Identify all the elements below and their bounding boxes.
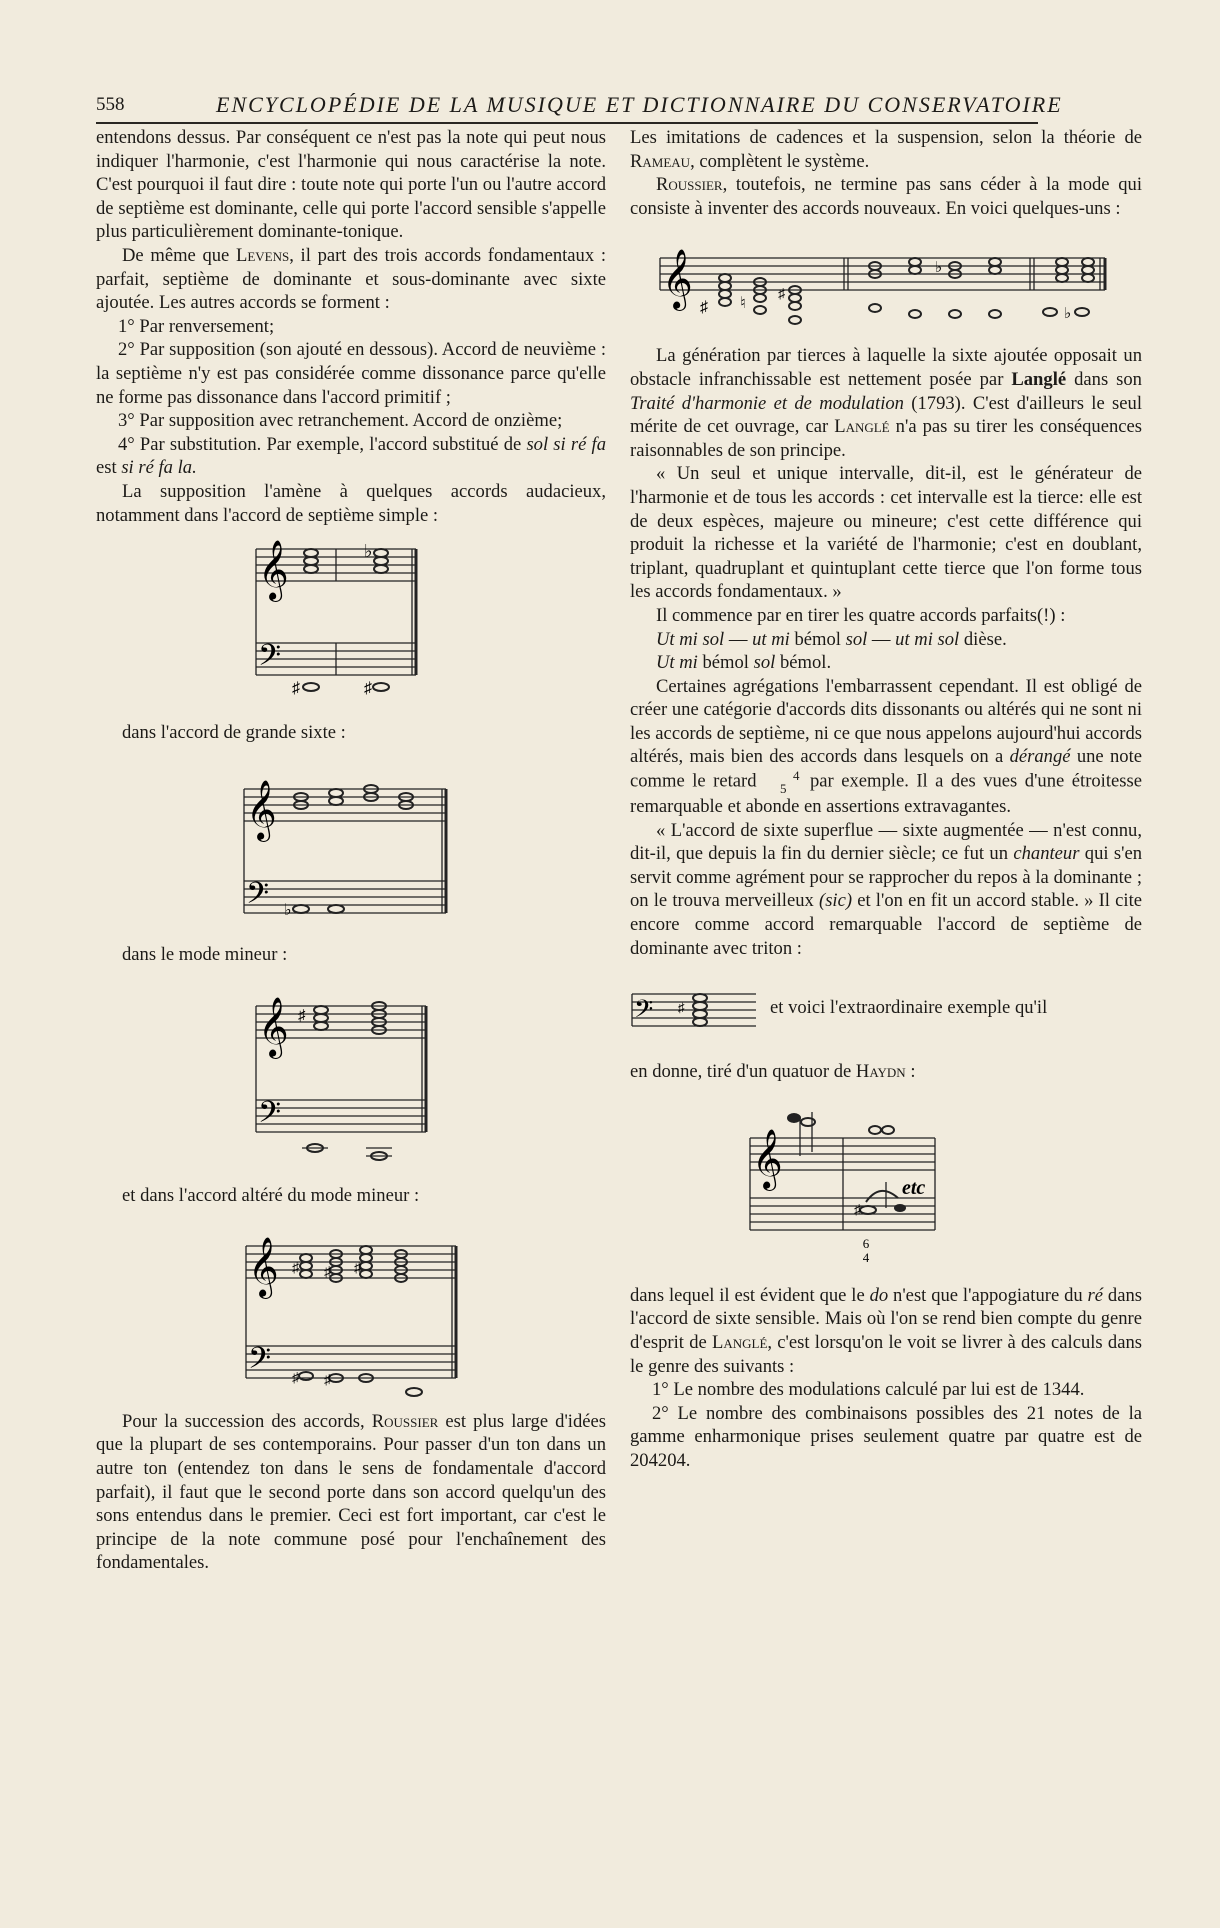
running-title: ENCYCLOPÉDIE DE LA MUSIQUE ET DICTIONNAIRE DU CONSERVATOIRE — [216, 92, 1063, 117]
treble-clef-icon: 𝄞 — [258, 997, 289, 1058]
flat-icon: ♭ — [284, 901, 292, 919]
flat-icon: ♭ — [364, 541, 373, 562]
sharp-icon: ♯ — [324, 1264, 331, 1280]
figured-bass-bottom: 4 — [862, 1249, 870, 1265]
example-line: Ut mi bémol sol bémol. — [656, 652, 832, 674]
sharp-icon: ♯ — [354, 1260, 361, 1276]
sharp-icon: ♯ — [778, 287, 785, 303]
etc-annotation: etc — [902, 1176, 926, 1199]
paragraph: entendons dessus. Par conséquent ce n'est pas la note qui peut nous indiquer l'harmonie, c'est l'harmonie qui nous caractérise la note. C'est pourquoi il faut dire : toute note qui porte l'un ou l'autre accord de septième est dominante, celle qui porte l'accord sensible s'appelle plus particulièrement dominante-tonique. — [96, 127, 606, 243]
paragraph: dans lequel il est évident que le do n'est que l'appogiature du ré dans l'accord de sixte sensible. Mais où l'on se rend bien compte du genre d'esprit de Langlé, c'est lorsqu'on le voit se livrer à des calculs dans le genre des suivants : — [630, 1284, 1142, 1377]
sharp-icon: ♯ — [700, 299, 708, 317]
list-item: 2° Par supposition (son ajouté en dessous). Accord de neuvième : la septième n'y est pas considérée comme dissonance parce qu'elle ne forme pas dissonance dans l'accord primitif ; — [96, 339, 606, 408]
bass-clef-icon: 𝄢 — [258, 1096, 282, 1138]
music-example-3 — [96, 976, 606, 1174]
treble-clef-icon: 𝄞 — [248, 1236, 279, 1297]
retard-fraction: 4 5 — [779, 768, 800, 797]
caption: dans le mode mineur : — [122, 943, 288, 965]
inline-music-example — [630, 986, 1142, 1030]
caption: dans l'accord de grande sixte : — [122, 722, 346, 744]
list-item: 3° Par supposition avec retranchement. Accord de onzième; — [118, 410, 563, 432]
music-example-1 — [96, 527, 606, 707]
right-column — [630, 126, 1142, 1473]
sharp-icon: ♯ — [292, 1370, 299, 1386]
music-example-4 — [96, 1216, 606, 1402]
bass-clef-icon: 𝄢 — [248, 1341, 272, 1383]
quotation: « L'accord de sixte superflue — sixte augmentée — n'est connu, dit-il, que depuis la fin du dernier siècle; ce fut un chanteur qui s'en servit comme agrément pour se rapprocher du repos à la dominante ; on le trouva merveilleux (sic) et l'on en fit un accord stable. » Il cite encore comme accord remarquable l'accord de septième de dominante avec triton : — [630, 819, 1142, 959]
paragraph: Certaines agrégations l'embarrassent cependant. Il est obligé de créer une catégorie d'accords dits dissonants ou altérés qui ne sont ni les accords de septième, ni ce que nous appelons aujourd'hui accords altérés, mais bien des accords dans lesquels on a dérangé une note comme le retard 4 5 par exemple. Il a des vues d'une étroitesse remarquable et abonde en assertions extravagantes. — [630, 675, 1143, 818]
bass-clef-icon: 𝄢 — [258, 639, 282, 681]
list-item: 1° Le nombre des modulations calculé par lui est de 1344. — [652, 1379, 1085, 1401]
sharp-icon: ♯ — [292, 680, 300, 698]
sharp-icon: ♯ — [298, 1008, 306, 1025]
treble-clef-icon: 𝄞 — [662, 249, 693, 310]
list-item: 4° Par substitution. Par exemple, l'accord substitué de sol si ré fa est si ré fa la. — [96, 433, 606, 479]
flat-icon: ♭ — [935, 260, 943, 277]
list-item: 1° Par renversement; — [118, 315, 275, 337]
paragraph: La génération par tierces à laquelle la sixte ajoutée opposait un obstacle infranchissable est nettement posée par Langlé dans son Traité d'harmonie et de modulation (1793). C'est d'ailleurs le seul mérite de cet ouvrage, car Langlé n'a pas su tirer les conséquences raisonnables de son principe. — [630, 345, 1143, 461]
treble-clef-icon: 𝄞 — [246, 779, 277, 840]
bass-clef-icon: 𝄢 — [634, 995, 654, 1031]
paragraph: en donne, tiré d'un quatuor de Haydn : — [630, 1061, 916, 1083]
music-example-chords — [630, 228, 1142, 338]
figured-bass-top: 6 — [862, 1235, 870, 1251]
sharp-icon: ♯ — [854, 1202, 861, 1218]
paragraph: Pour la succession des accords, Roussier est plus large d'idées que la plupart de ses contemporains. Pour passer d'un ton dans un autre ton (entendez ton dans le sens de fondamentale d'accord parfait), il faut que le second porte dans son accord quelqu'un des sons entendus dans le premier. Ceci est fort important, car c'est le principe de la note commune posé pour l'enchaînement des fondamentales. — [96, 1410, 607, 1574]
caption: et dans l'accord altéré du mode mineur : — [122, 1185, 420, 1207]
example-line: Ut mi sol — ut mi bémol sol — ut mi sol dièse. — [656, 628, 1007, 650]
paragraph: De même que Levens, il part des trois accords fondamentaux : parfait, septième de dominante et sous-dominante avec sixte ajoutée. Les autres accords se forment : — [96, 244, 606, 314]
paragraph: Roussier, toutefois, ne termine pas sans céder à la mode qui consiste à inventer des accords nouveaux. En voici quelques-uns : — [630, 174, 1142, 219]
music-example-2 — [96, 759, 606, 937]
list-item: 2° Le nombre des combinaisons possibles des 21 notes de la gamme enharmonique prises seulement quatre par quatre est de 204204. — [630, 1402, 1142, 1471]
quotation: « Un seul et unique intervalle, dit-il, est le générateur de l'harmonie et de tous les accords : cet intervalle est la tierce: elle est de deux espèces, majeure ou mineure; c'est cette différence qui produit la richesse et la variété de l'harmonie; c'est en doublant, triplant, quadruplant et quintuplant cette tierce que l'on forme tous les accords fondamentaux. » — [630, 463, 1142, 603]
paragraph: et voici l'extraordinaire exemple qu'il — [770, 997, 1048, 1019]
page-header — [96, 92, 1063, 120]
sharp-icon: ♯ — [292, 1260, 299, 1276]
left-column — [96, 126, 606, 1575]
paragraph: Les imitations de cadences et la suspension, selon la théorie de Rameau, complètent le système. — [630, 127, 1142, 172]
sharp-icon: ♯ — [678, 1000, 685, 1016]
music-example-haydn — [630, 1098, 1142, 1278]
header-rule — [96, 122, 1038, 124]
sharp-icon: ♯ — [364, 680, 372, 698]
treble-clef-icon: 𝄞 — [752, 1128, 783, 1189]
natural-icon: ♮ — [740, 295, 746, 313]
bass-clef-icon: 𝄢 — [246, 876, 270, 918]
treble-clef-icon: 𝄞 — [258, 540, 289, 601]
sharp-icon: ♯ — [324, 1372, 331, 1388]
bass-chord-figure — [630, 986, 760, 1030]
paragraph: La supposition l'amène à quelques accords audacieux, notamment dans l'accord de septième simple : — [96, 480, 606, 526]
page-number: 558 — [96, 94, 125, 115]
paragraph: Il commence par en tirer les quatre accords parfaits(!) : — [656, 604, 1066, 626]
flat-icon: ♭ — [1064, 306, 1072, 323]
